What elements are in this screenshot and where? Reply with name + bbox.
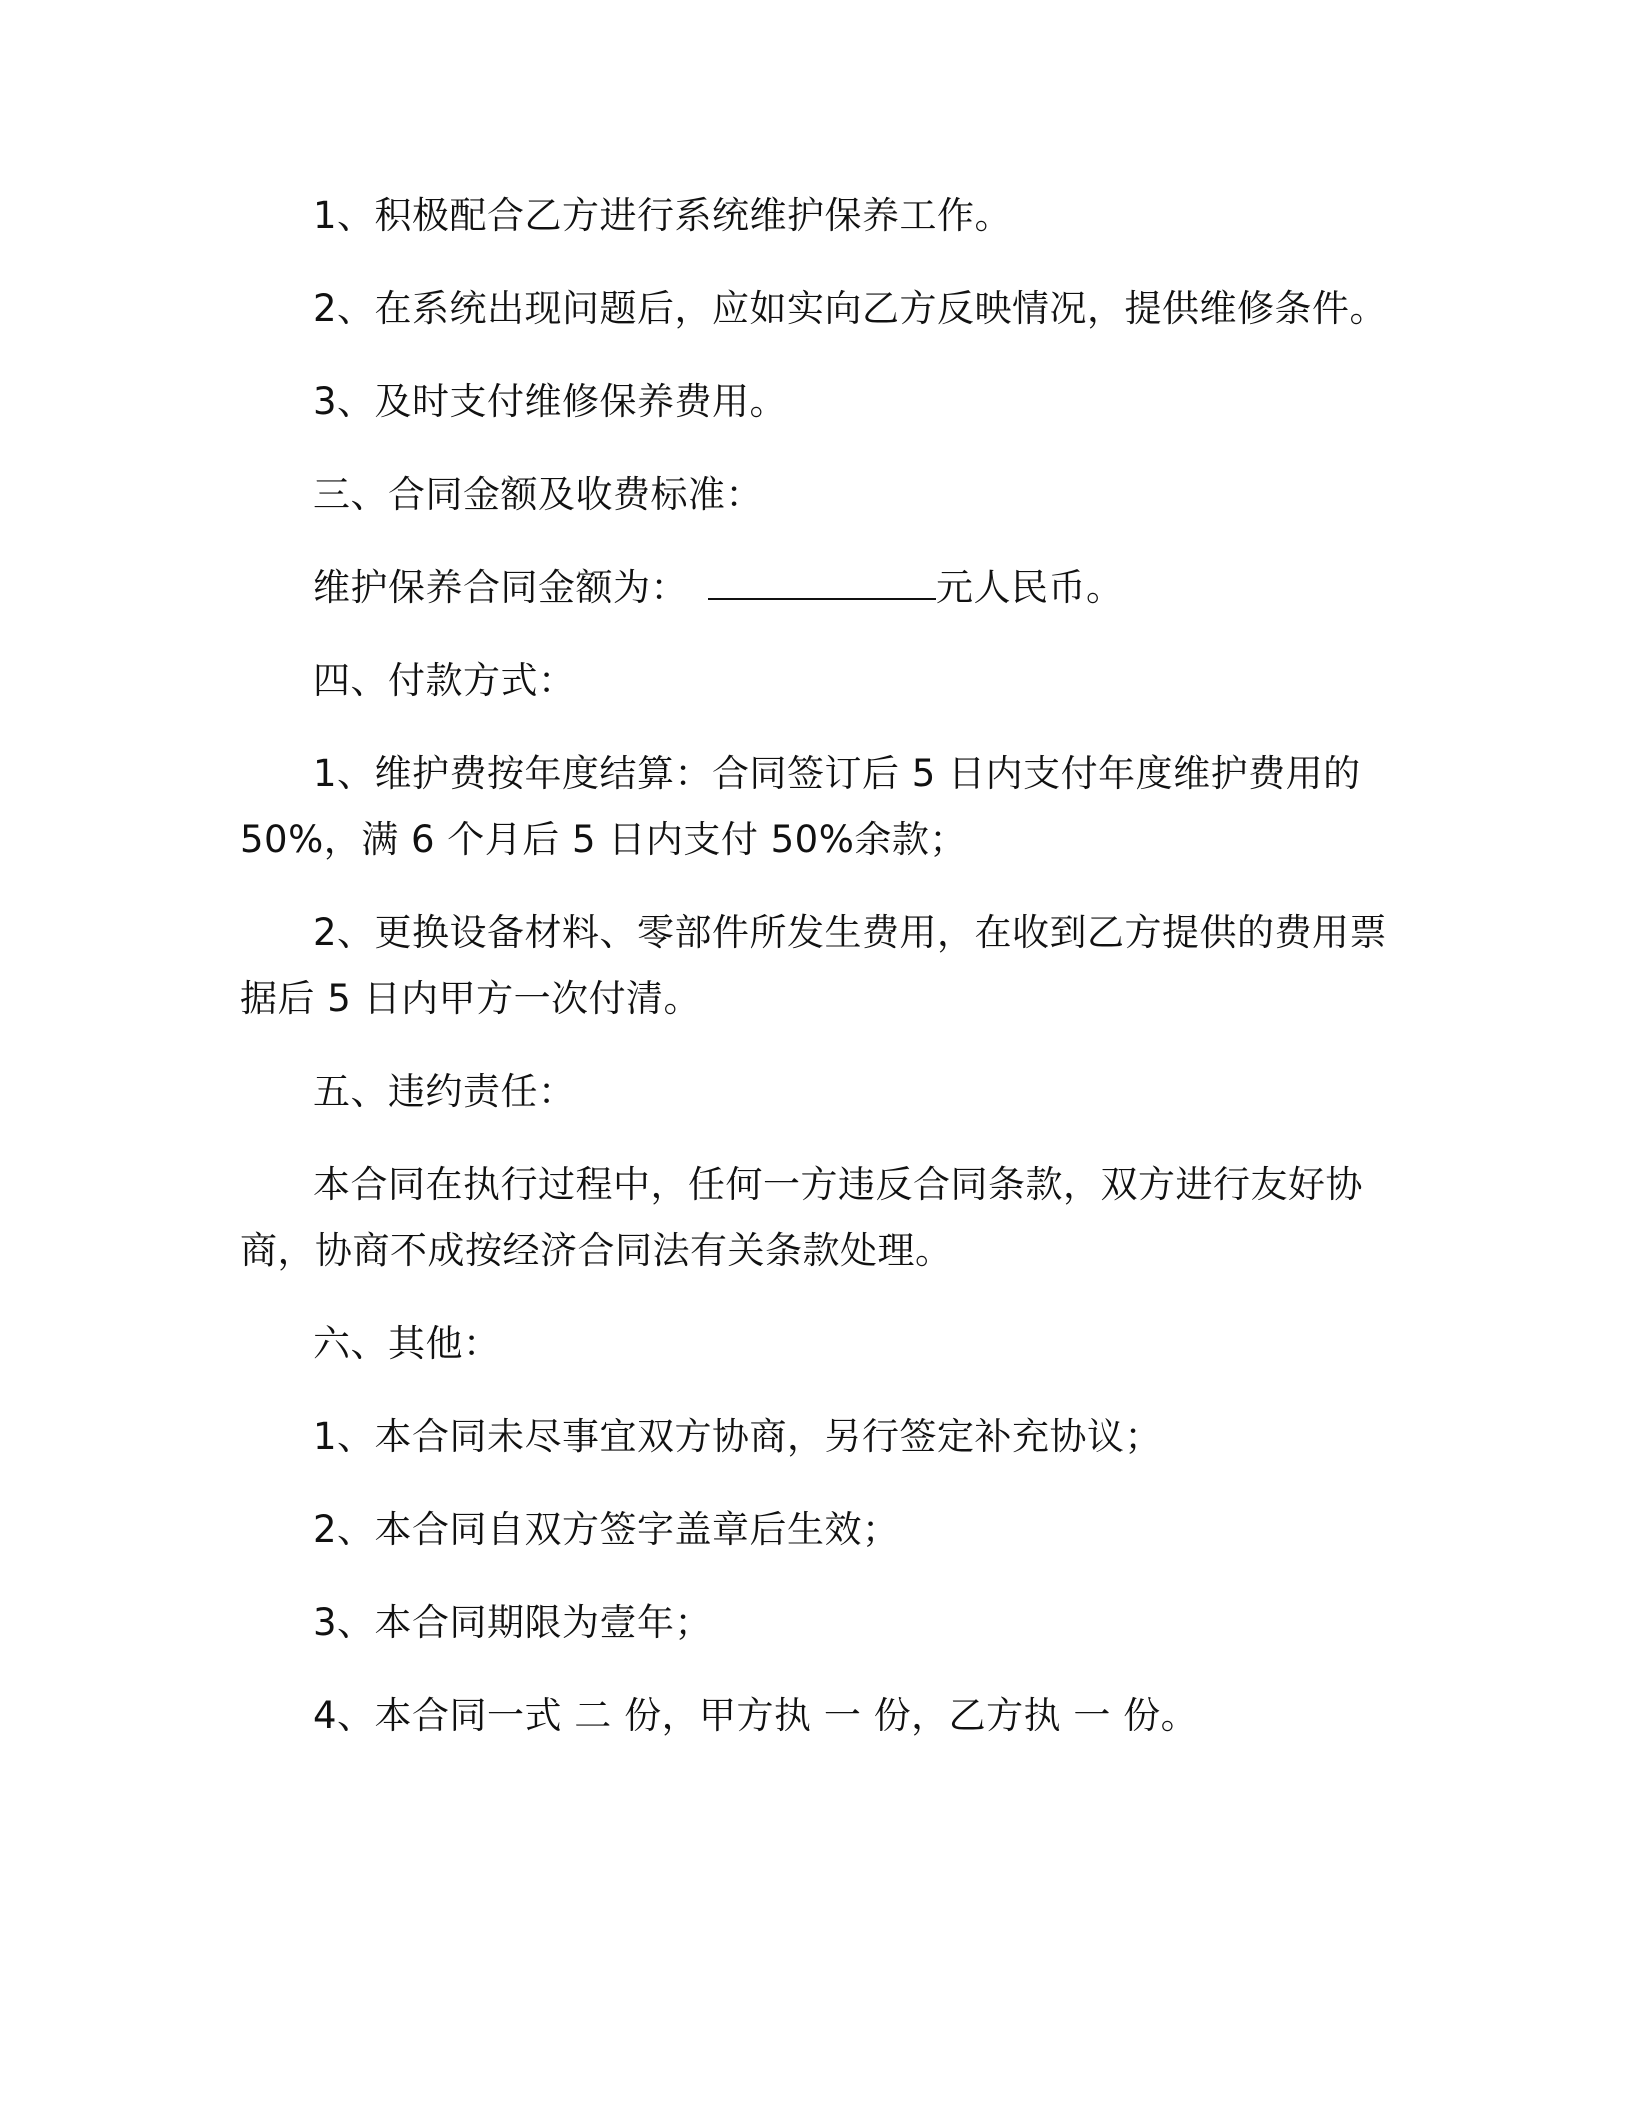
- clause-1: 1、积极配合乙方进行系统维护保养工作。: [313, 194, 1013, 237]
- breach-line-2: 商，协商不成按经济合同法有关条款处理。: [240, 1229, 953, 1272]
- section-heading-5: 五、违约责任：: [313, 1070, 576, 1113]
- payment-1-line-1: 1、维护费按年度结算：合同签订后 5 日内支付年度维护费用的: [313, 752, 1361, 795]
- breach-line-1: 本合同在执行过程中，任何一方违反合同条款，双方进行友好协: [313, 1163, 1363, 1206]
- section-heading-4: 四、付款方式：: [313, 659, 576, 702]
- amount-label: 维护保养合同金额为：: [313, 566, 688, 609]
- payment-2-line-1: 2、更换设备材料、零部件所发生费用，在收到乙方提供的费用票: [313, 911, 1388, 954]
- other-clause-3: 3、本合同期限为壹年；: [313, 1601, 713, 1644]
- other-clause-4: 4、本合同一式 二 份，甲方执 一 份，乙方执 一 份。: [313, 1694, 1199, 1737]
- clause-2: 2、在系统出现问题后，应如实向乙方反映情况，提供维修条件。: [313, 287, 1388, 330]
- other-clause-2: 2、本合同自双方签字盖章后生效；: [313, 1508, 900, 1551]
- clause-3: 3、及时支付维修保养费用。: [313, 380, 788, 423]
- section-heading-6: 六、其他：: [313, 1322, 501, 1365]
- amount-unit: 元人民币。: [936, 566, 1124, 609]
- other-clause-1: 1、本合同未尽事宜双方协商，另行签定补充协议；: [313, 1415, 1163, 1458]
- amount-blank: [708, 560, 936, 600]
- section-heading-3: 三、合同金额及收费标准：: [313, 473, 763, 516]
- payment-2-line-2: 据后 5 日内甲方一次付清。: [240, 977, 702, 1020]
- contract-amount-line: [313, 555, 1473, 621]
- payment-1-line-2: 50%，满 6 个月后 5 日内支付 50%余款；: [240, 818, 967, 861]
